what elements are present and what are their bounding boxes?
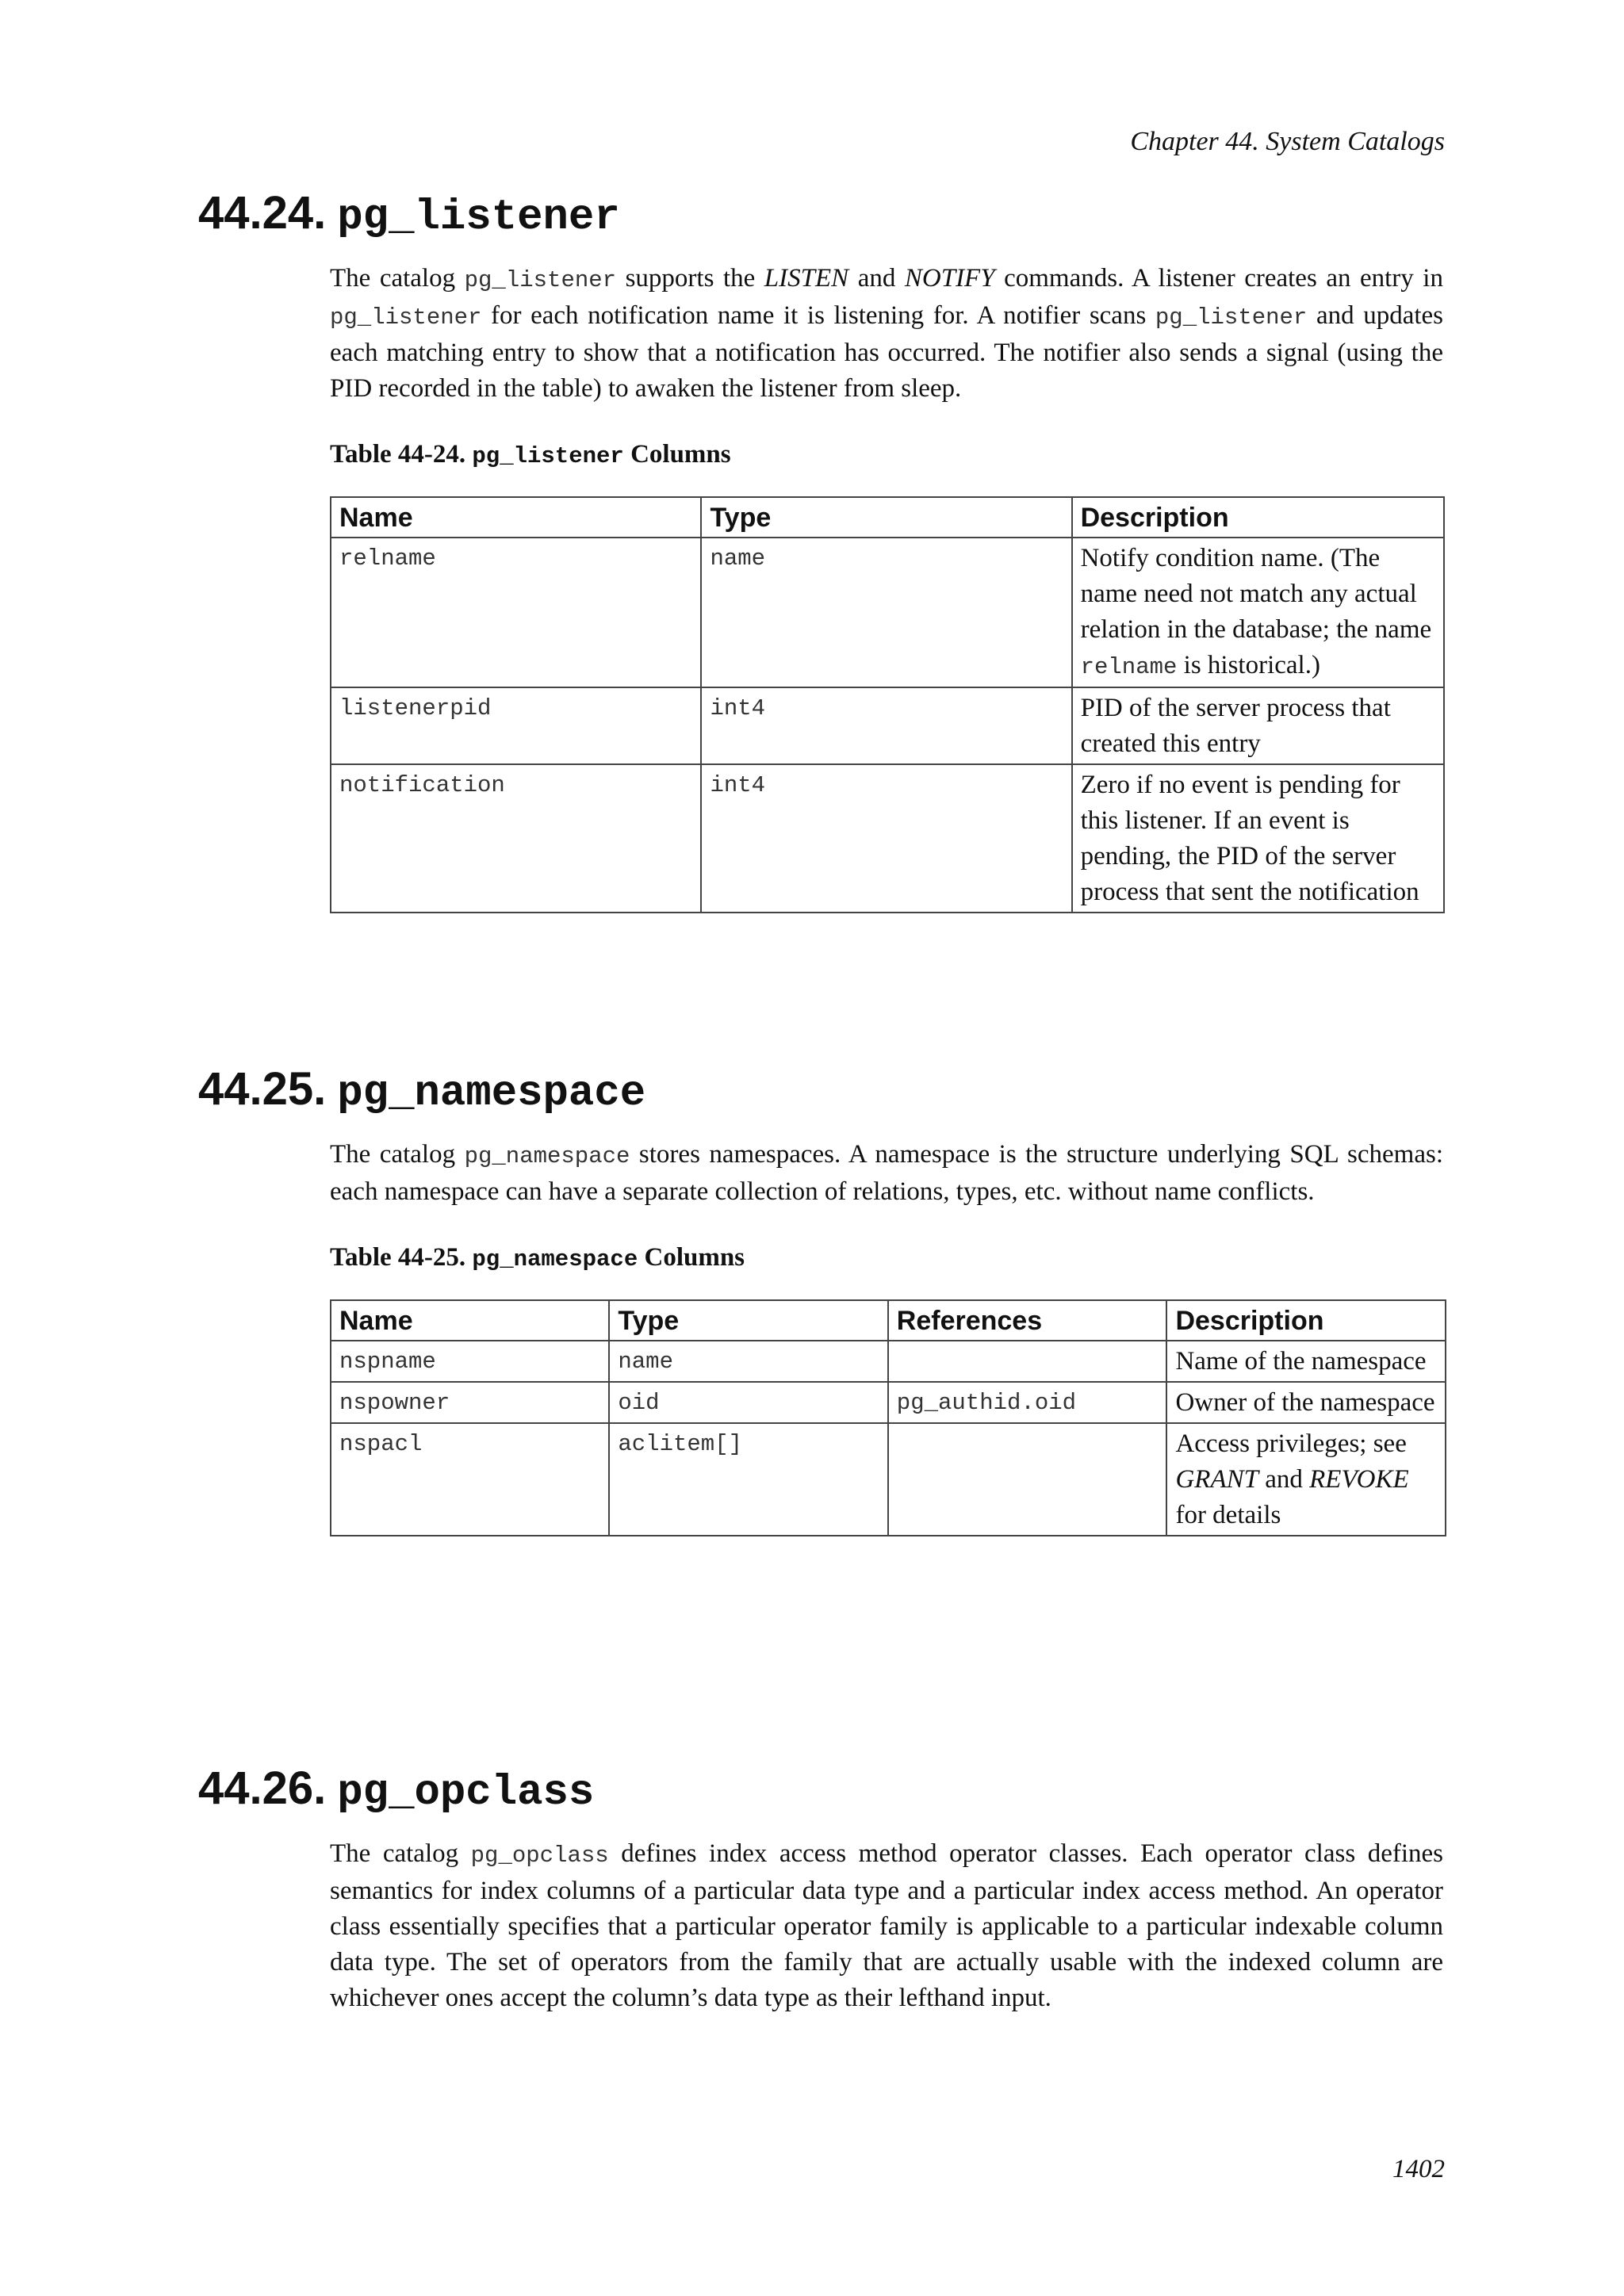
table-row <box>331 1341 1446 1382</box>
section-number: 44.26. <box>198 1762 327 1814</box>
cell-description: Name of the namespace <box>1166 1341 1446 1382</box>
section-pg-opclass <box>198 1762 1451 2016</box>
cell-name: notification <box>331 764 701 913</box>
pg-listener-table <box>330 496 1445 913</box>
section-intro: The catalog pg_listener supports the LISTEN and NOTIFY commands. A listener creates an entry in pg_listener for each notification name it is listening for. A notifier scans pg_listener and updates each matching entry to show that a notification has occurred. The notifier also sends a signal (using the PID recorded in the table) to awaken the listener from sleep. <box>330 264 1444 403</box>
cell-type: int4 <box>701 687 1071 764</box>
cell-description: Notify condition name. (The name need not match any actual relation in the database; the name relname is historical.) <box>1072 538 1444 687</box>
running-header: Chapter 44. System Catalogs <box>1130 127 1445 156</box>
column-header: Name <box>331 497 701 538</box>
section-title <box>198 1062 1451 1118</box>
section-pg-namespace <box>198 1062 1451 1536</box>
cell-name: nspname <box>331 1341 609 1382</box>
section-number: 44.25. <box>198 1063 327 1115</box>
table-caption: Table 44-24. pg_listener Columns <box>330 440 731 469</box>
table-header-row <box>331 497 1444 538</box>
section-pg-listener <box>198 186 1451 913</box>
cell-type: name <box>701 538 1071 687</box>
table-row <box>331 1423 1446 1536</box>
cell-type: int4 <box>701 764 1071 913</box>
column-header: Type <box>609 1300 887 1341</box>
column-header: Description <box>1166 1300 1446 1341</box>
cell-type: name <box>609 1341 887 1382</box>
cell-references <box>888 1423 1167 1536</box>
pg-namespace-table <box>330 1299 1446 1536</box>
column-header: Type <box>701 497 1071 538</box>
table-header-row <box>331 1300 1446 1341</box>
section-number: 44.24. <box>198 187 327 239</box>
cell-description: Access privileges; see GRANT and REVOKE for details <box>1166 1423 1446 1536</box>
cell-name: listenerpid <box>331 687 701 764</box>
cell-name: nspowner <box>331 1382 609 1423</box>
cell-type: oid <box>609 1382 887 1423</box>
cell-name: relname <box>331 538 701 687</box>
cell-references <box>888 1341 1167 1382</box>
section-name: pg_listener <box>337 193 620 242</box>
section-title <box>198 1762 1451 1817</box>
section-intro: The catalog pg_opclass defines index access method operator classes. Each operator class defines semantics for index columns of a particular data type and a particular index access method. An operator class essentially specifies that a particular operator family is applicable to a particular indexable column data type. The set of operators from the family that are actually usable with the indexed column are whichever ones accept the column’s data type as their lefthand input. <box>330 1839 1443 2012</box>
column-header: Name <box>331 1300 609 1341</box>
cell-description: PID of the server process that created this entry <box>1072 687 1444 764</box>
table-row <box>331 687 1444 764</box>
section-title <box>198 186 1451 242</box>
cell-name: nspacl <box>331 1423 609 1536</box>
table-row <box>331 1382 1446 1423</box>
cell-references: pg_authid.oid <box>888 1382 1167 1423</box>
column-header: References <box>888 1300 1167 1341</box>
table-caption: Table 44-25. pg_namespace Columns <box>330 1243 745 1272</box>
section-name: pg_opclass <box>337 1769 595 1817</box>
section-intro: The catalog pg_namespace stores namespaces. A namespace is the structure underlying SQL schemas: each namespace can have a separate collection of relations, types, etc. without name conflicts. <box>330 1140 1443 1206</box>
column-header: Description <box>1072 497 1444 538</box>
cell-description: Owner of the namespace <box>1166 1382 1446 1423</box>
table-row <box>331 538 1444 687</box>
section-name: pg_namespace <box>337 1070 646 1118</box>
cell-description: Zero if no event is pending for this listener. If an event is pending, the PID of the server process that sent the notification <box>1072 764 1444 913</box>
cell-type: aclitem[] <box>609 1423 887 1536</box>
table-row <box>331 764 1444 913</box>
page-number: 1402 <box>1392 2155 1445 2183</box>
